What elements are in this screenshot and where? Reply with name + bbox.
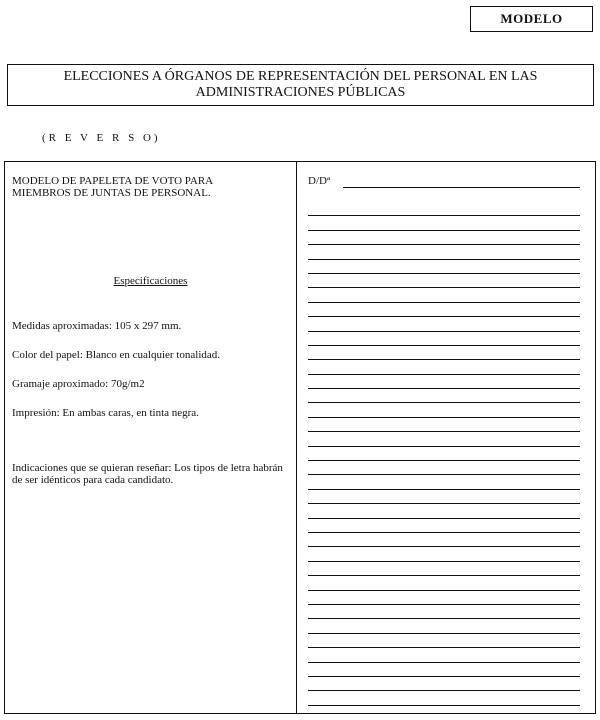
candidate-line <box>308 677 580 691</box>
candidate-line <box>308 332 580 346</box>
candidate-line <box>308 533 580 547</box>
candidate-line <box>308 591 580 605</box>
candidate-line <box>308 648 580 662</box>
candidate-line <box>308 231 580 245</box>
candidate-line <box>308 346 580 360</box>
title-line-1: ELECCIONES A ÓRGANOS DE REPRESENTACIÓN DEL PERSONAL EN LAS <box>63 69 538 84</box>
spec-weight: Gramaje aproximado: 70g/m2 <box>12 378 145 390</box>
spec-color: Color del papel: Blanco en cualquier tonalidad. <box>12 349 221 361</box>
candidate-line <box>308 245 580 259</box>
candidate-line <box>308 663 580 677</box>
ballot-form <box>4 161 596 714</box>
column-divider <box>296 162 297 713</box>
candidate-line <box>308 274 580 288</box>
document-title <box>7 64 594 106</box>
candidate-line <box>308 619 580 633</box>
candidate-line <box>308 562 580 576</box>
candidate-lines <box>308 202 580 706</box>
spec-printing: Impresión: En ambas caras, en tinta negra. <box>12 407 199 419</box>
candidate-line <box>308 634 580 648</box>
candidate-line <box>308 389 580 403</box>
candidate-line <box>308 519 580 533</box>
specifications-panel <box>5 162 296 713</box>
reverso-label: (R E V E R S O) <box>42 132 161 144</box>
candidate-line <box>308 360 580 374</box>
candidate-line <box>308 303 580 317</box>
ballot-heading: MODELO DE PAPELETA DE VOTO PARA MIEMBROS DE JUNTAS DE PERSONAL. <box>12 175 213 199</box>
candidate-line <box>308 216 580 230</box>
candidate-line <box>308 605 580 619</box>
candidate-line <box>308 403 580 417</box>
candidates-panel <box>298 162 595 713</box>
candidate-line <box>308 418 580 432</box>
title-line-2: ADMINISTRACIONES PÚBLICAS <box>195 85 406 100</box>
candidate-line <box>308 260 580 274</box>
candidate-line <box>308 288 580 302</box>
candidate-line <box>308 504 580 518</box>
candidate-prefix-label: D/Dª <box>308 175 330 187</box>
candidate-line <box>343 187 580 188</box>
candidate-line <box>308 490 580 504</box>
candidate-line <box>308 432 580 446</box>
spec-size: Medidas aproximadas: 105 x 297 mm. <box>12 320 182 332</box>
candidate-line <box>308 375 580 389</box>
candidate-line <box>308 547 580 561</box>
candidate-line <box>308 691 580 705</box>
candidate-line <box>308 475 580 489</box>
modelo-label: MODELO <box>500 11 563 26</box>
candidate-line <box>308 461 580 475</box>
candidate-line <box>308 576 580 590</box>
spec-indications: Indicaciones que se quieran reseñar: Los tipos de letra habrán de ser idénticos para cada candidato. <box>12 462 283 486</box>
specifications-title: Especificaciones <box>113 275 188 287</box>
candidate-line <box>308 202 580 216</box>
candidate-line <box>308 447 580 461</box>
candidate-line <box>308 317 580 331</box>
modelo-badge <box>470 6 593 32</box>
